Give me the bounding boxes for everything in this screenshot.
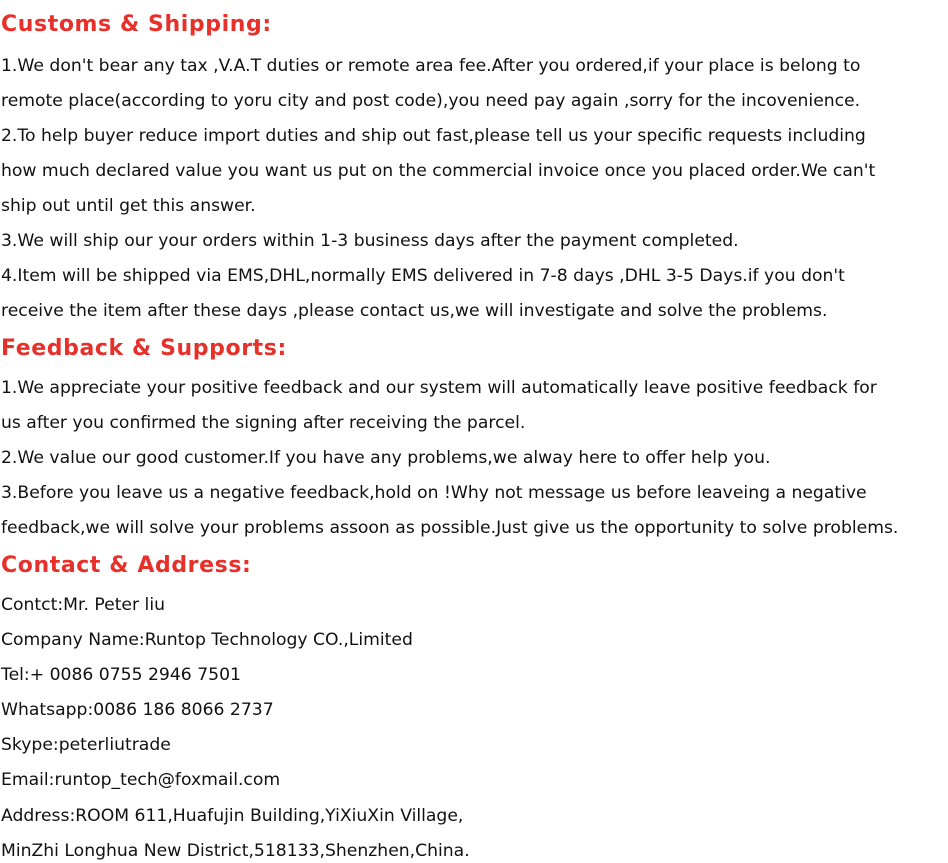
address-line-1: Address:ROOM 611,Huafujin Building,YiXiuXin Village, (1, 806, 464, 826)
customs-line-7: 4.Item will be shipped via EMS,DHL,normally EMS delivered in 7-8 days ,DHL 3-5 Days.if you don't (1, 266, 845, 286)
contact-person: Contct:Mr. Peter liu (1, 595, 165, 615)
customs-line-4: how much declared value you want us put on the commercial invoice once you placed order.We can't (1, 161, 876, 181)
feedback-supports-heading: Feedback & Supports: (1, 336, 287, 361)
email: Email:runtop_tech@foxmail.com (1, 770, 281, 790)
whatsapp: Whatsapp:0086 186 8066 2737 (1, 700, 274, 720)
customs-line-6: 3.We will ship our your orders within 1-3 business days after the payment completed. (1, 231, 739, 251)
customs-line-1: 1.We don't bear any tax ,V.A.T duties or remote area fee.After you ordered,if your place is belong to (1, 56, 861, 76)
customs-line-8: receive the item after these days ,please contact us,we will investigate and solve the problems. (1, 301, 828, 321)
feedback-line-3: 2.We value our good customer.If you have any problems,we alway here to offer help you. (1, 448, 771, 468)
feedback-line-5: feedback,we will solve your problems assoon as possible.Just give us the opportunity to solve problems. (1, 518, 899, 538)
customs-line-2: remote place(according to yoru city and post code),you need pay again ,sorry for the incovenience. (1, 91, 861, 111)
address-line-2: MinZhi Longhua New District,518133,Shenzhen,China. (1, 841, 470, 861)
customs-shipping-heading: Customs & Shipping: (1, 12, 272, 37)
skype: Skype:peterliutrade (1, 735, 171, 755)
feedback-line-1: 1.We appreciate your positive feedback and our system will automatically leave positive feedback for (1, 378, 877, 398)
contact-address-heading: Contact & Address: (1, 553, 252, 578)
telephone: Tel:+ 0086 0755 2946 7501 (1, 665, 241, 685)
feedback-line-2: us after you confirmed the signing after receiving the parcel. (1, 413, 526, 433)
customs-line-3: 2.To help buyer reduce import duties and ship out fast,please tell us your specific requests including (1, 126, 866, 146)
feedback-line-4: 3.Before you leave us a negative feedback,hold on !Why not message us before leaveing a negative (1, 483, 867, 503)
customs-line-5: ship out until get this answer. (1, 196, 256, 216)
company-name: Company Name:Runtop Technology CO.,Limited (1, 630, 413, 650)
